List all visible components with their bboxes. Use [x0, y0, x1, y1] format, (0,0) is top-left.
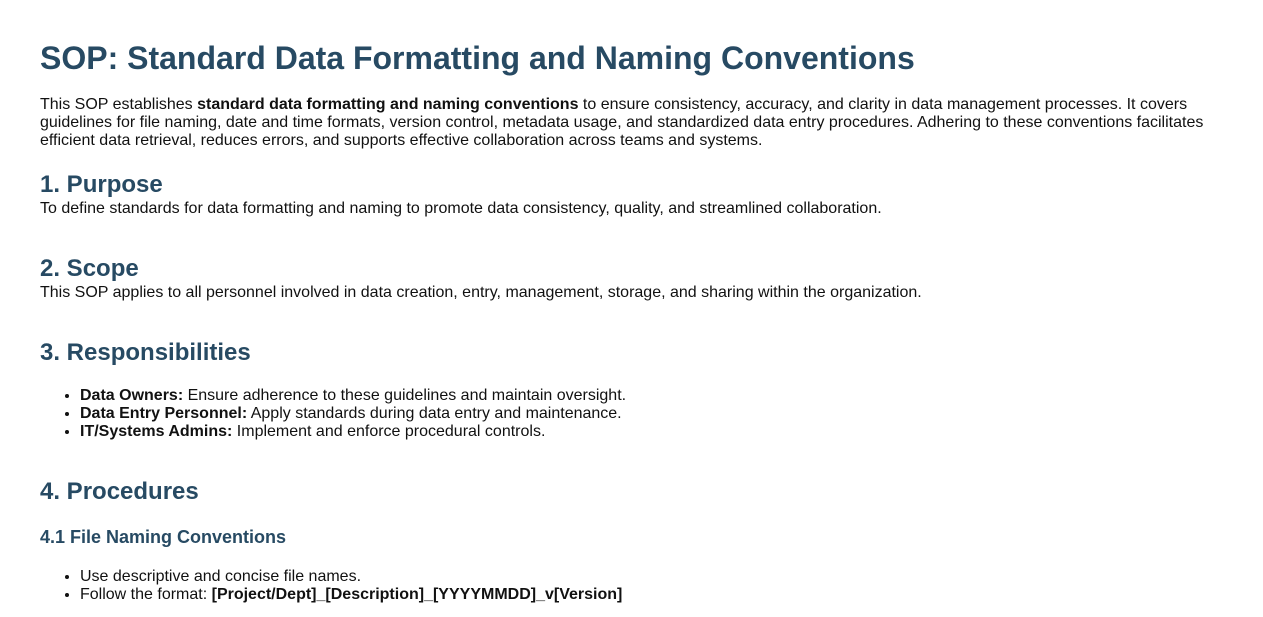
- page-title: SOP: Standard Data Formatting and Naming Conventions: [40, 40, 915, 76]
- section-heading-responsibilities: 3. Responsibilities: [40, 339, 251, 366]
- intro-bold-text: standard data formatting and naming conventions: [197, 96, 579, 113]
- list-item: [80, 405, 1223, 423]
- section-heading-purpose: 1. Purpose: [40, 171, 163, 198]
- scope-text: This SOP applies to all personnel involved in data creation, entry, management, storage, and sharing within the organization.: [40, 284, 922, 301]
- subsection-heading-file-naming: 4.1 File Naming Conventions: [40, 527, 287, 547]
- item-text: Use descriptive and concise file names.: [80, 568, 362, 585]
- role-label: Data Entry Personnel:: [80, 405, 248, 422]
- file-naming-list: [40, 568, 1223, 604]
- list-item: [80, 586, 1223, 604]
- intro-text-start: This SOP establishes: [40, 96, 198, 113]
- list-item: [80, 423, 1223, 441]
- list-item: [80, 568, 1223, 586]
- section-heading-scope: 2. Scope: [40, 255, 139, 282]
- role-label: IT/Systems Admins:: [80, 423, 233, 440]
- purpose-text: To define standards for data formatting and naming to promote data consistency, quality, and streamlined collaboration.: [40, 200, 882, 217]
- intro-text-end: to ensure consistency, accuracy, and clarity in data management processes. It covers guidelines for file naming, date and time formats, version control, metadata usage, and standardized data entry procedures. Adhering to these conventions facilitates efficient data retrieval, reduces errors, and supports effective collaboration across teams and systems.: [40, 96, 1204, 149]
- responsibilities-list: [40, 387, 1223, 441]
- section-heading-procedures: 4. Procedures: [40, 478, 199, 505]
- naming-format-pattern: [Project/Dept]_[Description]_[YYYYMMDD]_v[Version]: [211, 586, 623, 603]
- role-description: Apply standards during data entry and maintenance.: [247, 405, 622, 422]
- role-description: Ensure adherence to these guidelines and maintain oversight.: [183, 387, 627, 404]
- intro-paragraph: [40, 96, 1223, 150]
- role-description: Implement and enforce procedural controls.: [232, 423, 546, 440]
- item-text: Follow the format:: [80, 586, 212, 603]
- role-label: Data Owners:: [80, 387, 184, 404]
- list-item: [80, 387, 1223, 405]
